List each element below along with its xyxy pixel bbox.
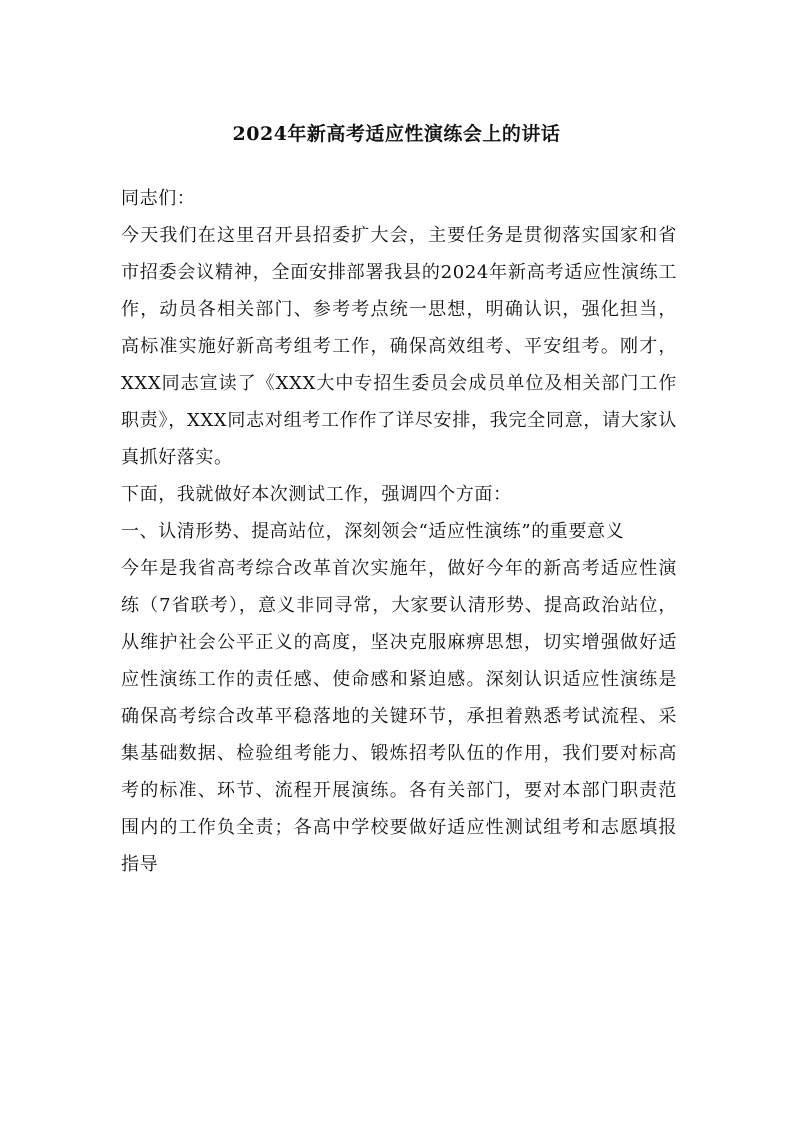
paragraph: 下面，我就做好本次测试工作，强调四个方面：: [121, 484, 512, 505]
section-heading: 一、认清形势、提高站位，深刻领会“适应性演练”的重要意义: [121, 521, 625, 542]
paragraph: 今天我们在这里召开县招委扩大会，主要任务是贯彻落实国家和省市招委会议精神，全面安排部署我县的2024年新高考适应性演练工作，动员各相关部门、参考考点统一思想，明确认识，强化担当，高标准实施好新高考组考工作，确保高效组考、平安组考。刚才，XXX同志宣读了《XXX大中专招生委员会成员单位及相关部门工作职责》，XXX同志对组考工作作了详尽安排，我完全同意，请大家认真抓好落实。: [121, 225, 677, 468]
paragraph: 今年是我省高考综合改革首次实施年，做好今年的新高考适应性演练（7省联考），意义非同寻常，大家要认清形势、提高政治站位，从维护社会公平正义的高度，坚决克服麻痹思想，切实增强做好适应性演练工作的责任感、使命感和紧迫感。深刻认识适应性演练是确保高考综合改革平稳落地的关键环节，承担着熟悉考试流程、采集基础数据、检验组考能力、锻炼招考队伍的作用，我们要对标高考的标准、环节、流程开展演练。各有关部门，要对本部门职责范围内的工作负全责；各高中学校要做好适应性测试组考和志愿填报指导: [121, 558, 677, 875]
document-title: 2024年新高考适应性演练会上的讲话: [232, 123, 561, 145]
salutation: 同志们：: [121, 188, 196, 209]
document-body: [121, 180, 677, 883]
